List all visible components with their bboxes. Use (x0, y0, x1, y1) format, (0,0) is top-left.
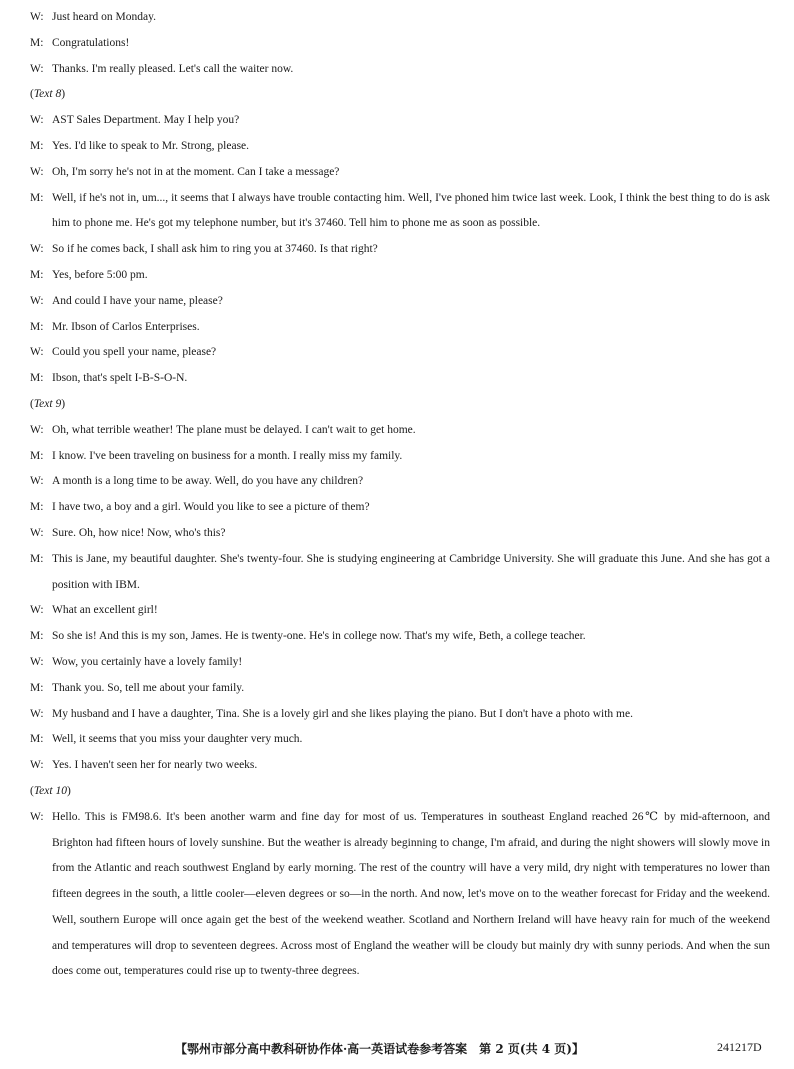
dialogue-text: So if he comes back, I shall ask him to ring you at 37460. Is that right? (52, 243, 378, 256)
dialogue-line (30, 134, 770, 160)
dialogue-line (30, 702, 770, 728)
section-label: (Text 9) (30, 397, 66, 410)
dialogue-text: Hello. This is FM98.6. It's been another warm and fine day for most of us. Temperatures in southeast England reached 26℃ by mid-afternoon, and Brighton had fifteen hours of lovely sunshine. But the weather is already beginning to change, I'm afraid, and during the night showers will slowly move in from the Atlantic and reach southwest England by early morning. The rest of the country will have a very mild, dry night with temperatures no lower than fifteen degrees in the south, a little cooler—eleven degrees or so—in the north. And now, let's move on to the weather forecast for Friday and the weekend. Well, southern Europe will once again get the best of the weekend weather. Scotland and Northern Ireland will have heavy rain for much of the weekend and temperatures will drop to seventeen degrees. Across most of England the weather will be cloudy but mainly dry with sunny periods. And when the sun does come out, temperatures could rise up to twenty-three degrees. (52, 810, 770, 978)
speaker-label: W: (30, 114, 44, 127)
dialogue-text: Could you spell your name, please? (52, 346, 217, 359)
speaker-label: W: (30, 475, 44, 488)
speaker-label: M: (30, 372, 44, 385)
section-label: (Text 8) (30, 88, 66, 101)
dialogue-line (30, 495, 770, 521)
section-label: (Text 10) (30, 784, 71, 797)
speaker-label: W: (30, 655, 44, 668)
dialogue-text: Well, if he's not in, um..., it seems that I always have trouble contacting him. Well, I've phoned him twice last week. Look, I think the best thing to do is ask him to phone me. He's got my telephone number, but it's 37460. Tell him to phone me as soon as possible. (52, 191, 770, 230)
dialogue-text: This is Jane, my beautiful daughter. She's twenty-four. She is studying engineering at Cambridge University. She will graduate this June. And she has got a position with IBM. (52, 552, 770, 591)
dialogue-text: A month is a long time to be away. Well, do you have any children? (52, 475, 364, 488)
dialogue-text: Yes. I'd like to speak to Mr. Strong, please. (52, 139, 250, 152)
dialogue-text: Sure. Oh, how nice! Now, who's this? (52, 526, 226, 539)
dialogue-line (30, 521, 770, 547)
dialogue-text: I know. I've been traveling on business for a month. I really miss my family. (52, 449, 403, 462)
speaker-label: M: (30, 552, 44, 565)
dialogue-line (30, 727, 770, 753)
dialogue-text: Just heard on Monday. (52, 11, 157, 23)
dialogue-line (30, 340, 770, 366)
dialogue-line (30, 289, 770, 315)
dialogue-line (30, 186, 770, 238)
speaker-label: W: (30, 62, 44, 75)
dialogue-line (30, 624, 770, 650)
dialogue-line (30, 805, 770, 986)
speaker-label: M: (30, 268, 44, 281)
speaker-label: M: (30, 139, 44, 152)
speaker-label: W: (30, 810, 44, 823)
dialogue-text: Well, it seems that you miss your daughter very much. (52, 733, 303, 746)
speaker-label: W: (30, 759, 44, 772)
dialogue-text: I have two, a boy and a girl. Would you like to see a picture of them? (52, 501, 370, 514)
speaker-label: M: (30, 449, 44, 462)
section-label-text: Text 10 (33, 784, 67, 797)
speaker-label: W: (30, 423, 44, 436)
speaker-label: W: (30, 604, 44, 617)
speaker-label: M: (30, 630, 44, 643)
dialogue-line (30, 676, 770, 702)
speaker-label: W: (30, 707, 44, 720)
dialogue-text: Thank you. So, tell me about your family. (52, 681, 245, 694)
dialogue-line (30, 366, 770, 392)
dialogue-line (30, 160, 770, 186)
speaker-label: M: (30, 320, 44, 333)
dialogue-line (30, 57, 770, 83)
footer-code: 241217D (717, 1040, 762, 1054)
dialogue-line (30, 108, 770, 134)
dialogue-text: What an excellent girl! (52, 604, 158, 617)
speaker-label: M: (30, 733, 44, 746)
speaker-label: W: (30, 165, 44, 178)
dialogue-line (30, 263, 770, 289)
speaker-label: W: (30, 346, 44, 359)
dialogue-text: Wow, you certainly have a lovely family! (52, 655, 243, 668)
dialogue-text: And could I have your name, please? (52, 294, 223, 307)
dialogue-text: So she is! And this is my son, James. He is twenty-one. He's in college now. That's my wife, Beth, a college teacher. (52, 630, 586, 643)
speaker-label: W: (30, 243, 44, 256)
dialogue-text: Yes, before 5:00 pm. (52, 268, 148, 281)
dialogue-line (30, 598, 770, 624)
speaker-label: W: (30, 526, 44, 539)
dialogue-line (30, 547, 770, 599)
speaker-label: M: (30, 681, 44, 694)
dialogue-line (30, 469, 770, 495)
dialogue-text: My husband and I have a daughter, Tina. She is a lovely girl and she likes playing the piano. But I don't have a photo with me. (52, 707, 633, 720)
dialogue-line (30, 237, 770, 263)
dialogue-line (30, 650, 770, 676)
dialogue-text: Oh, I'm sorry he's not in at the moment. Can I take a message? (52, 165, 340, 178)
dialogue-text: Oh, what terrible weather! The plane must be delayed. I can't wait to get home. (52, 423, 416, 436)
dialogue-text: Ibson, that's spelt I-B-S-O-N. (52, 372, 188, 385)
speaker-label: M: (30, 501, 44, 514)
dialogue-line (30, 31, 770, 57)
dialogue-line (30, 418, 770, 444)
transcript-body (30, 5, 770, 985)
speaker-label: M: (30, 36, 44, 49)
speaker-label: W: (30, 294, 44, 307)
section-label-text: Text 9 (33, 397, 62, 410)
dialogue-text: Mr. Ibson of Carlos Enterprises. (52, 320, 200, 333)
dialogue-line (30, 5, 770, 31)
speaker-label: W: (30, 11, 44, 23)
dialogue-text: Thanks. I'm really pleased. Let's call the waiter now. (52, 62, 294, 75)
speaker-label: M: (30, 191, 44, 204)
dialogue-line (30, 315, 770, 341)
footer-title: 【鄂州市部分高中教科研协作体·高一英语试卷参考答案 第 2 页(共 4 页)】 (175, 1042, 584, 1056)
section-label-text: Text 8 (33, 88, 62, 101)
dialogue-text: Yes. I haven't seen her for nearly two weeks. (52, 759, 258, 772)
dialogue-line (30, 753, 770, 779)
dialogue-text: AST Sales Department. May I help you? (52, 114, 240, 127)
dialogue-line (30, 444, 770, 470)
dialogue-text: Congratulations! (52, 36, 130, 49)
